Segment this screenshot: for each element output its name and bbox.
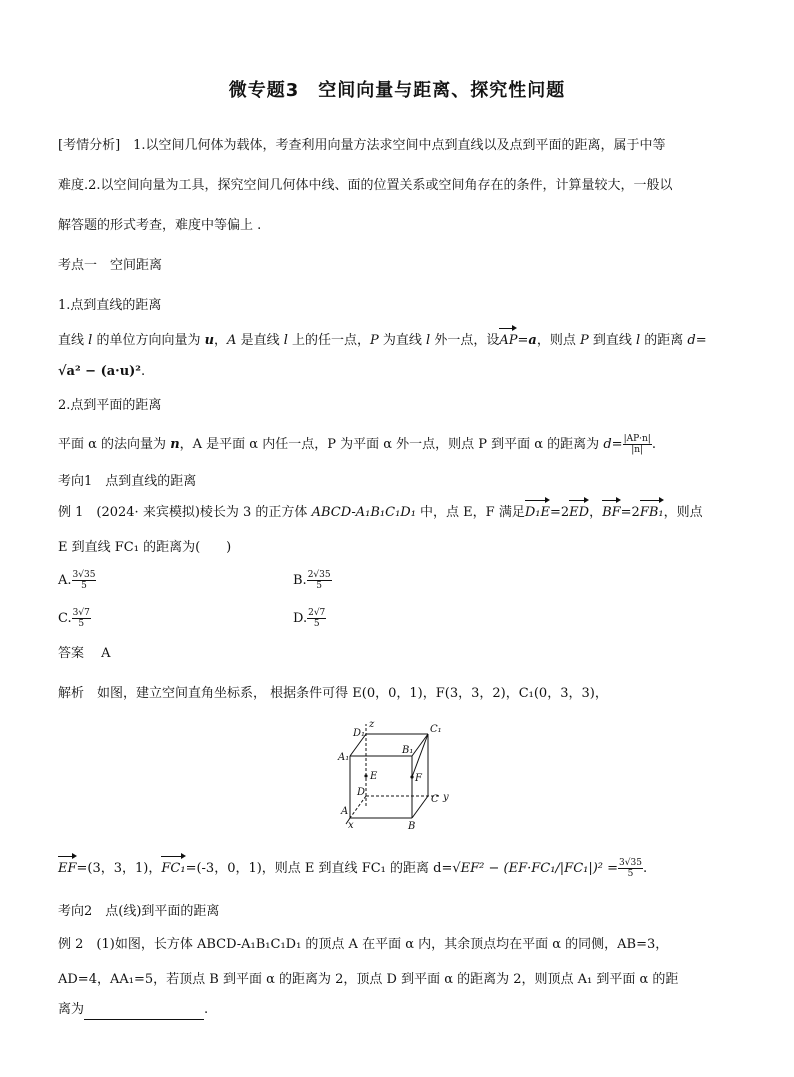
analysis-line-2: 难度.2.以空间向量为工具，探究空间几何体中线、面的位置关系或空间角存在的条件，计算量较大，一般以 (58, 178, 673, 193)
vector-d1e: D₁E (525, 503, 550, 523)
option-a[interactable]: A. $\frac{3√35}{5}$ (58, 570, 96, 591)
vector-ed: ED (569, 503, 589, 523)
section-heading-kaodian1: 考点一 空间距离 (58, 258, 163, 273)
distance-formula: √a² − (a·u)² (58, 364, 142, 379)
solution-result: $\frac{3√35}{5}$ (619, 858, 642, 879)
label-b1: B₁ (402, 745, 414, 756)
option-b[interactable]: B. $\frac{2√35}{5}$ (293, 570, 331, 591)
example1-line-2: E 到直线 FC₁ 的距离为( ) (58, 540, 232, 555)
vector-fc1: FC₁ (161, 859, 185, 879)
label-a1: A₁ (338, 752, 350, 763)
answer-blank[interactable] (84, 1005, 204, 1020)
answer-line (58, 644, 111, 664)
example2-line-2: AD=4，AA₁=5，若顶点 B 到平面 α 的距离为 2，顶点 D 到平面 α 的距离为 2，则顶点 A₁ 到平面 α 的距 (58, 972, 679, 987)
label-y: y (443, 792, 449, 803)
label-d1: D₁ (353, 728, 366, 739)
label-a: A (341, 806, 349, 817)
subsection-heading-point-plane: 2.点到平面的距离 (58, 398, 162, 413)
label-b: B (408, 821, 416, 830)
label-c: C (431, 794, 439, 805)
distance-fraction: $\frac{|AP\cdot n|}{|n|}$ (623, 434, 651, 455)
solution-formula: √EF² − (EF·FC₁/|FC₁|)² (452, 861, 604, 876)
label-d: D (357, 787, 366, 798)
solution-line-1: 解析 如图，建立空间直角坐标系， 根据条件可得 E(0，0，1)，F(3，3，2)，C₁(0，3，3)， (58, 686, 608, 701)
vector-bf: BF (602, 503, 621, 523)
section-heading-kaoxiang1: 考向1 点到直线的距离 (58, 474, 197, 489)
page-title: 微专题3 空间向量与距离、探究性问题 (228, 80, 566, 101)
answer-value: A (101, 646, 111, 661)
example2-line-3: 离为 . (58, 1000, 208, 1020)
solution-line-2: EF=(3，3，1)，FC₁=(-3，0，1)，则点 E 到直线 FC₁ 的距离 d=√EF² − (EF·FC₁/|FC₁|)² = $\frac{3√35}{5}$ . (58, 858, 648, 879)
subsection-heading-point-line: 1.点到直线的距离 (58, 298, 162, 313)
label-f: F (415, 773, 422, 784)
definition-point-line: 直线 l 的单位方向向量为 u，A 是直线 l 上的任一点，P 为直线 l 外一点，设AP=a，则点 P 到直线 l 的距离 d= (58, 331, 707, 351)
vector-ef: EF (58, 859, 77, 879)
label-z: z (369, 719, 375, 730)
vector-ap: AP (499, 331, 517, 351)
example1-line-1: 例 1 (2024· 来宾模拟)棱长为 3 的正方体 ABCD-A₁B₁C₁D₁ 中，点 E，F 满足D₁E=2ED，BF=2FB₁，则点 (58, 503, 703, 523)
analysis-line-3: 解答题的形式考查，难度中等偏上 . (58, 218, 262, 233)
analysis-line-1: [考情分析] 1.以空间几何体为载体，考查利用向量方法求空间中点到直线以及点到平面的距离，属于中等 (58, 138, 666, 153)
vector-fb1: FB₁ (640, 503, 664, 523)
definition-point-plane: 平面 α 的法向量为 n，A 是平面 α 内任一点，P 为平面 α 外一点，则点 P 到平面 α 的距离为 d= $\frac{|AP\cdot n|}{|n|}$ . (58, 434, 656, 455)
solution-label: 解析 (58, 686, 85, 701)
formula-point-line: √a² − (a·u)². (58, 364, 146, 379)
cube-figure (336, 718, 456, 834)
label-e: E (370, 771, 378, 782)
answer-label: 答案 (58, 646, 85, 661)
section-heading-kaoxiang2: 考向2 点(线)到平面的距离 (58, 904, 220, 919)
label-c1: C₁ (430, 724, 442, 735)
option-c[interactable]: C. $\frac{3√7}{5}$ (58, 608, 90, 629)
option-d[interactable]: D. $\frac{2√7}{5}$ (293, 608, 326, 629)
analysis-label: [考情分析] (58, 138, 121, 153)
label-x: x (348, 820, 354, 830)
cube-diagram (336, 718, 456, 830)
example2-line-1: 例 2 (1)如图，长方体 ABCD-A₁B₁C₁D₁ 的顶点 A 在平面 α 内，其余顶点均在平面 α 的同侧，AB=3， (58, 937, 669, 952)
